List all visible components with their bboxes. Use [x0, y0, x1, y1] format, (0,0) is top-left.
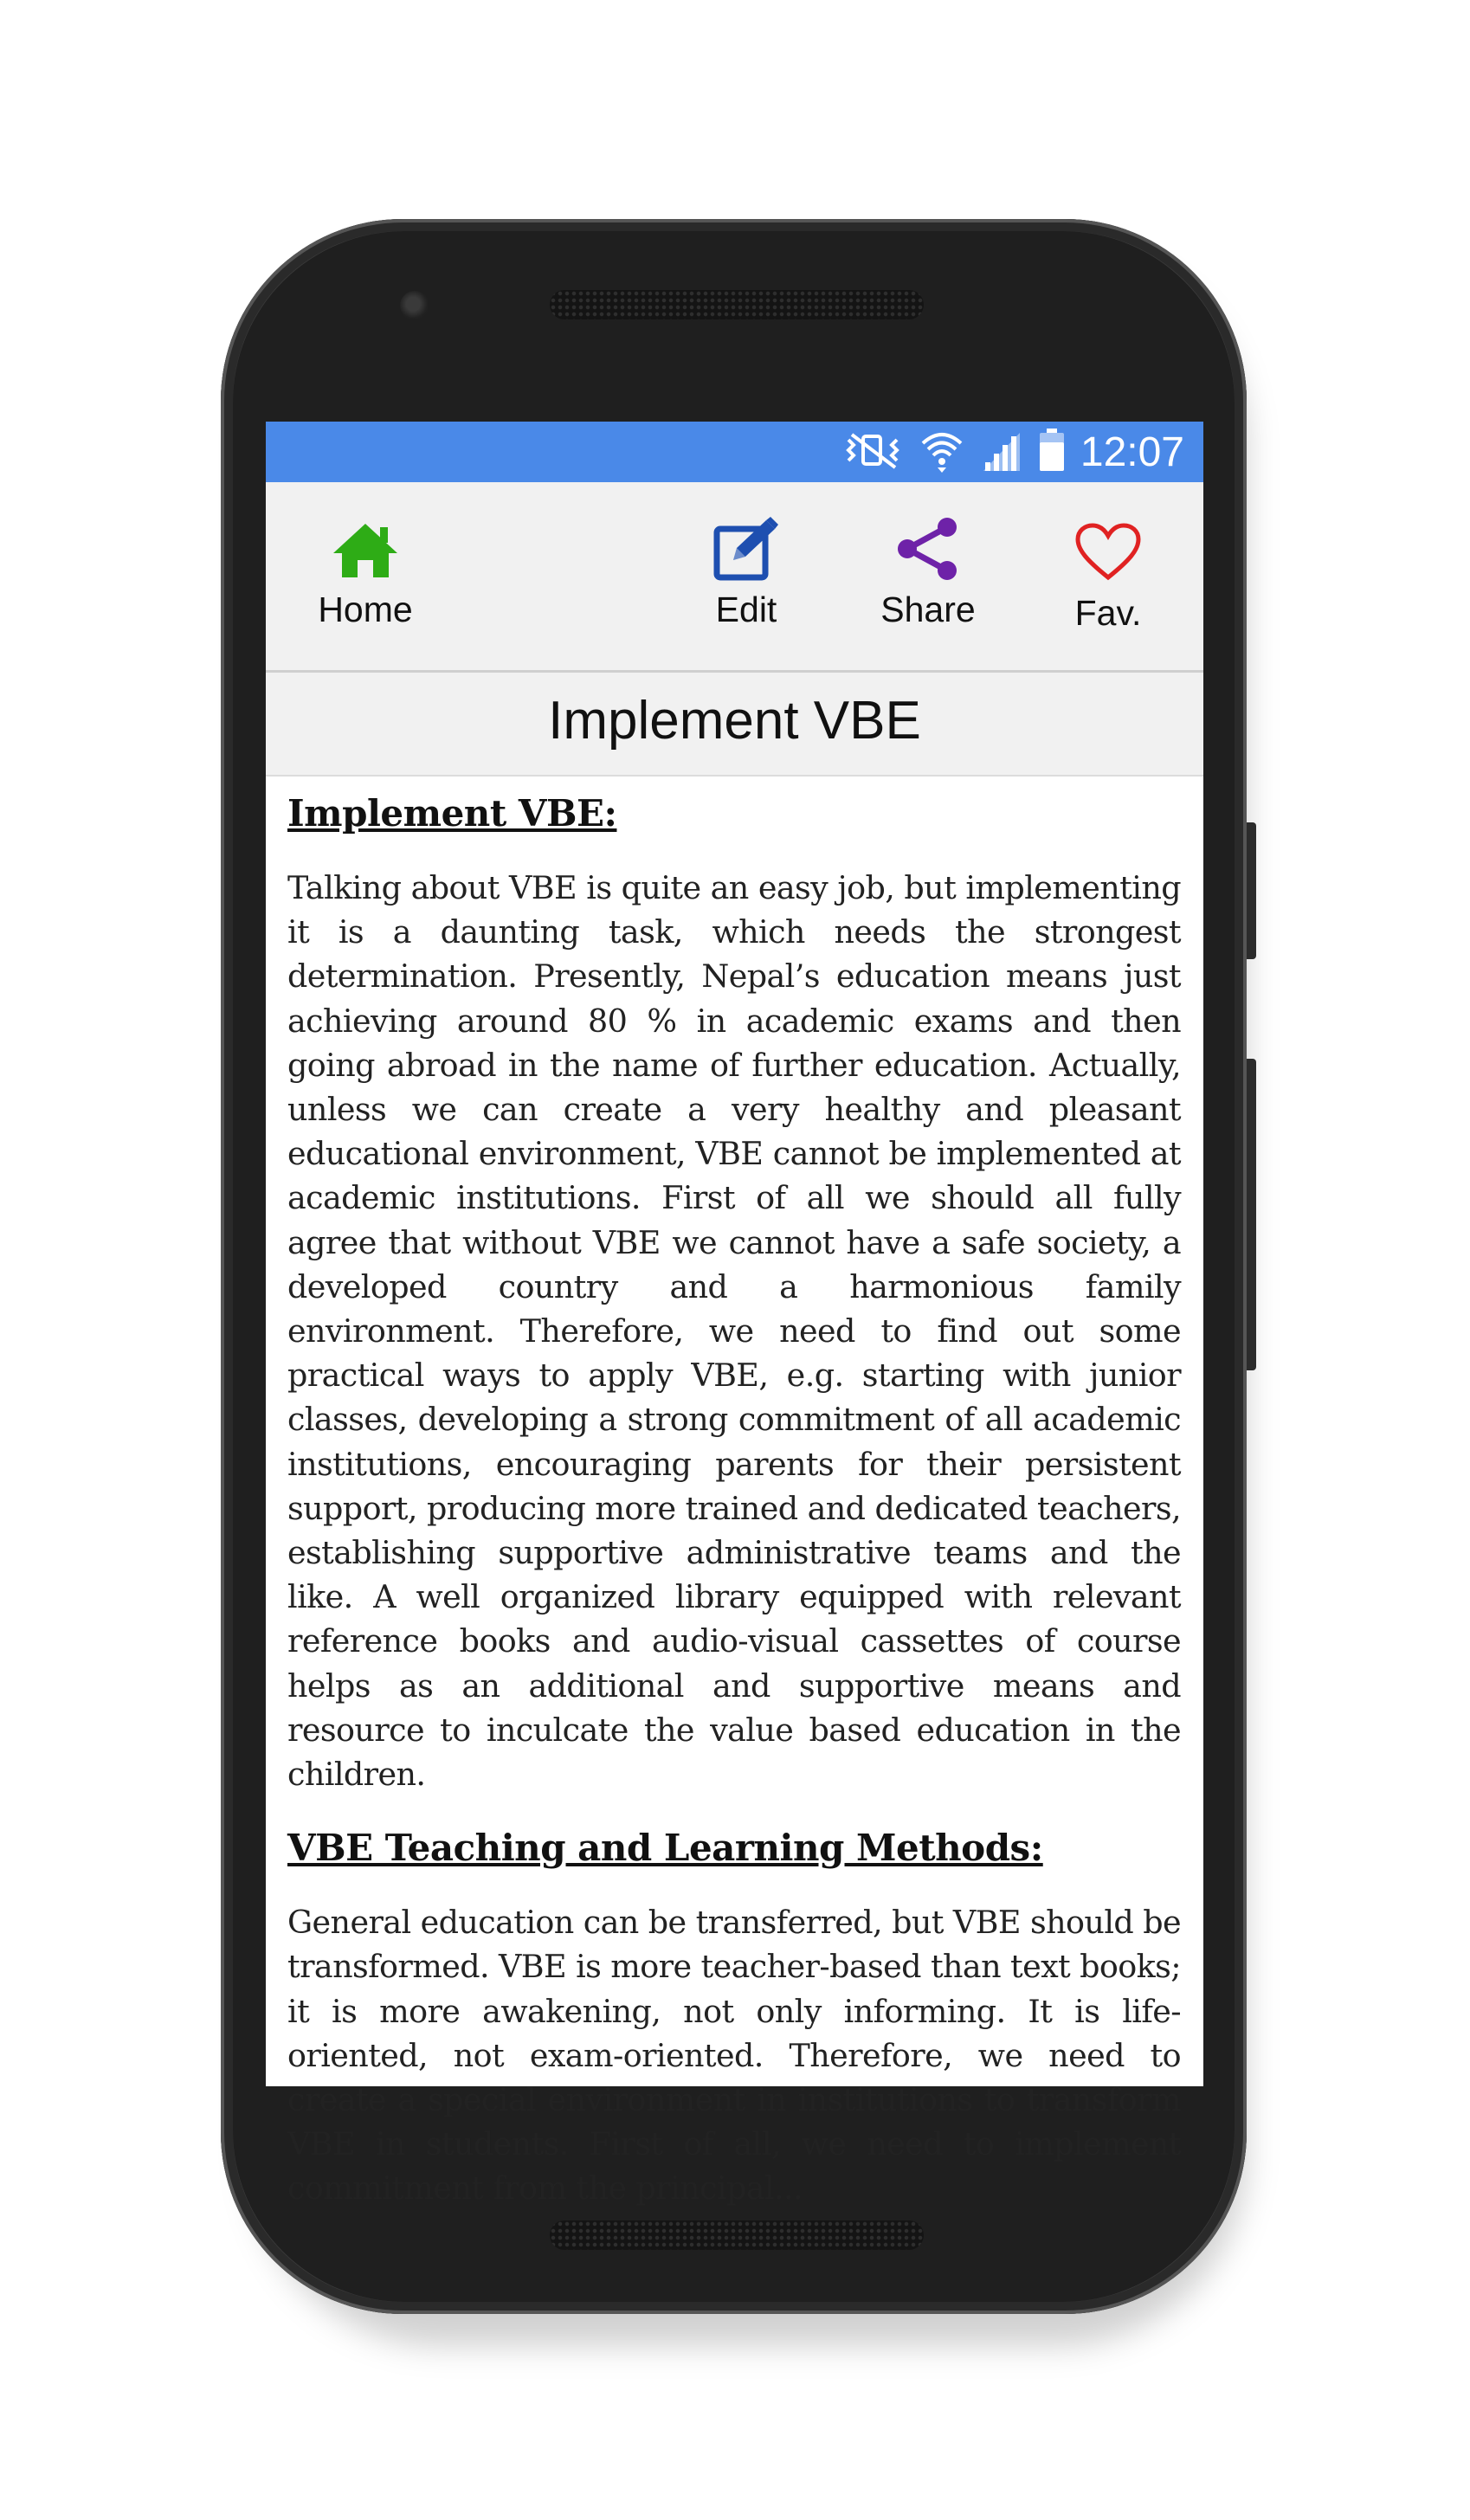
battery-icon: [1039, 429, 1065, 476]
status-bar: [266, 422, 1203, 482]
page-title-bar: [266, 673, 1203, 777]
edit-button[interactable]: [699, 482, 794, 670]
wifi-icon: [919, 428, 964, 477]
share-button[interactable]: [872, 482, 984, 670]
top-speaker-grille: [550, 290, 924, 319]
favorite-button[interactable]: [1061, 482, 1156, 670]
volume-button: [1247, 1059, 1256, 1370]
vibrate-mute-icon: [843, 431, 904, 474]
signal-icon: [980, 429, 1023, 475]
phone-screen: [266, 422, 1203, 2207]
section-heading-methods: VBE Teaching and Learning Methods:: [287, 1827, 1043, 1870]
fav-label: Fav.: [1074, 593, 1142, 633]
front-camera: [400, 291, 429, 320]
share-icon: [895, 517, 961, 585]
power-button: [1247, 822, 1256, 959]
action-toolbar: [266, 482, 1203, 673]
edit-label: Edit: [715, 590, 777, 629]
bottom-speaker-grille: [550, 2220, 924, 2250]
edit-icon: [712, 517, 780, 587]
home-button[interactable]: [296, 482, 435, 670]
status-time: 12:07: [1080, 429, 1184, 475]
section-paragraph-implement: Talking about VBE is quite an easy job, but implementing it is a daunting task, which needs the strongest determination. Presently, Nepal’s education means just achieving around 80 % in academic exams and then going abroad in the name of further education. Actually, unless we can create a very healthy and pleasant educational environment, VBE cannot be implemented at academic institutions. First of all we should all fully agree that without VBE we cannot have a safe society, a developed country and a harmonious family environment. Therefore, we need to find out some practical ways to apply VBE, e.g. starting with junior classes, developing a strong commitment of all academic institutions, encouraging parents for their persistent support, producing more trained and dedicated teachers, establishing supportive administrative teams and the like. A well organized library equipped with relevant reference books and audio-visual cassettes of course helps as an additional and supportive means and resource to inculcate the value based education in the children.: [287, 869, 1181, 1794]
share-label: Share: [880, 590, 976, 629]
home-label: Home: [318, 590, 413, 629]
home-icon: [332, 522, 399, 583]
section-heading-implement: Implement VBE:: [287, 792, 617, 835]
page-title: Implement VBE: [548, 691, 921, 751]
heart-icon: [1074, 522, 1142, 587]
article-content[interactable]: [287, 775, 1181, 2211]
section-paragraph-methods: General education can be transferred, but VBE should be transformed. VBE is more teacher-based than text books; it is more awakening, not only informing. It is life-oriented, not exam-oriented. Therefore, we need to create a special environment in institutions to transform VBE in students. First of all, we need to implement commitment from the principal...: [287, 1904, 1181, 2207]
